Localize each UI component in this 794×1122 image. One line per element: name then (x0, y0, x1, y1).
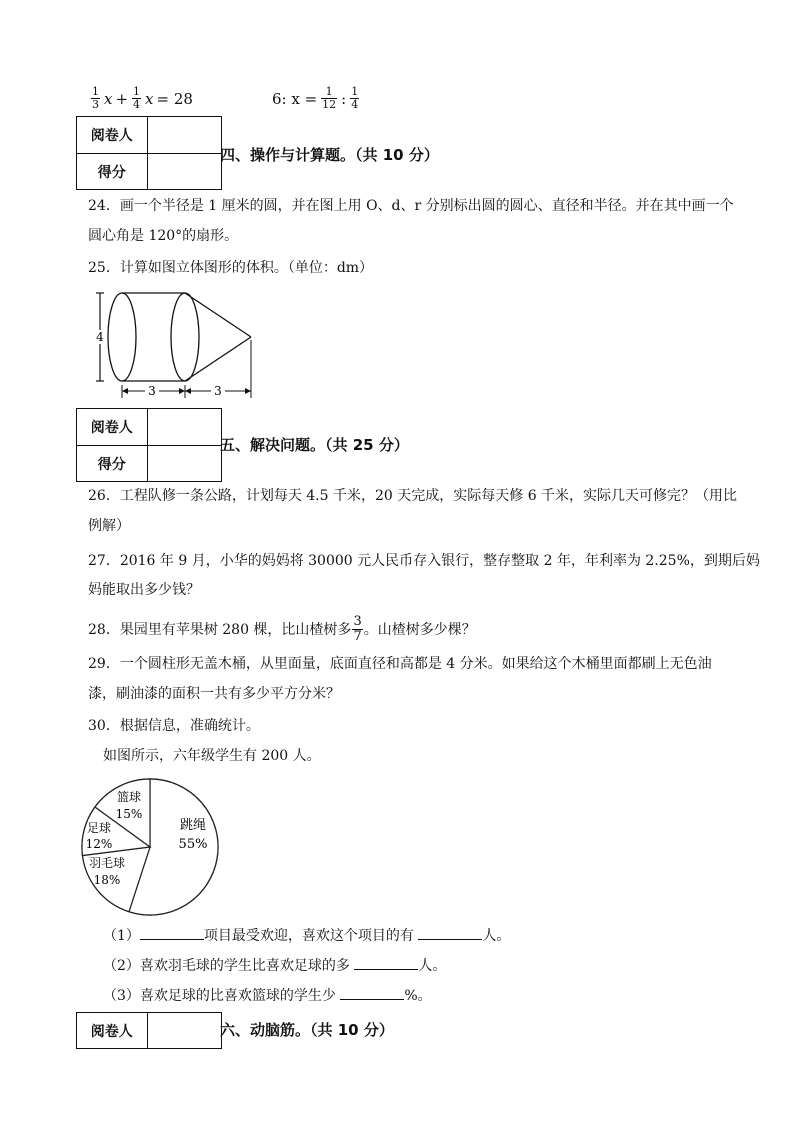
question-27-cont: 妈能取出多少钱？ (88, 582, 200, 598)
slice-pct-badminton: 18% (93, 873, 121, 887)
height-label: 4 (96, 330, 104, 344)
slice-label-football: 足球 (86, 821, 112, 835)
reviewer-field[interactable] (148, 1013, 221, 1048)
cylinder-cone-figure (90, 288, 260, 400)
slice-label-jump-rope: 跳绳 (179, 818, 207, 833)
section-title-4: 四、操作与计算题。（共 10 分） (220, 146, 439, 164)
answer-blank[interactable] (340, 985, 404, 1000)
subquestion-3: （3）喜欢足球的比喜欢篮球的学生少 %。 (103, 985, 432, 1006)
equation-1: $\frac{1}{3}$ x + $\frac{1}{4}$ x = 28 (92, 85, 193, 111)
score-box: 阅卷人 (76, 1012, 222, 1049)
slice-label-badminton: 羽毛球 (88, 856, 126, 870)
slice-label-basketball: 篮球 (116, 790, 142, 804)
reviewer-field[interactable] (148, 409, 221, 445)
length-label-1: 3 (148, 384, 156, 398)
answer-blank[interactable] (354, 955, 418, 970)
section-title-5: 五、解决问题。（共 25 分） (220, 436, 409, 454)
question-26-cont: 例解） (88, 518, 130, 534)
reviewer-field[interactable] (148, 117, 221, 153)
fraction: $\frac{1}{4}$ (351, 85, 359, 111)
question-30: 30．根据信息，准确统计。 (88, 718, 260, 734)
subquestion-1: （1） 项目最受欢迎，喜欢这个项目的有 人。 (103, 925, 510, 946)
answer-blank[interactable] (418, 925, 482, 940)
fraction: $\frac{1}{3}$ (92, 85, 99, 111)
slice-pct-football: 12% (85, 837, 113, 851)
slice-pct-jump-rope: 55% (178, 837, 208, 852)
question-24-cont: 圆心角是 120°的扇形。 (88, 228, 239, 244)
question-30-info: 如图所示，六年级学生有 200 人。 (103, 748, 321, 764)
score-box: 阅卷人 得分 (76, 408, 222, 482)
length-label-2: 3 (214, 384, 222, 398)
answer-blank[interactable] (140, 925, 204, 940)
equation-2: 6: x = $\frac{1}{12}$ : $\frac{1}{4}$ (272, 85, 359, 111)
section-title-6: 六、动脑筋。（共 10 分） (220, 1021, 394, 1039)
question-29: 29．一个圆柱形无盖木桶，从里面量，底面直径和高都是 4 分米。如果给这个木桶里面都刷上无色油 (88, 656, 712, 672)
pie-chart (75, 776, 235, 918)
fraction: $\frac{1}{12}$ (322, 85, 337, 111)
question-29-cont: 漆，刷油漆的面积一共有多少平方分米？ (88, 686, 340, 702)
question-26: 26．工程队修一条公路，计划每天 4.5 千米，20 天完成，实际每天修 6 千米，实际几天可修完？（用比 (88, 488, 738, 504)
score-field[interactable] (148, 154, 221, 189)
question-24: 24．画一个半径是 1 厘米的圆，并在图上用 O、d、r 分别标出圆的圆心、直径和半径。并在其中画一个 (88, 198, 734, 214)
question-27: 27．2016 年 9 月，小华的妈妈将 30000 元人民币存入银行，整存整取 2 年，年利率为 2.25%，到期后妈 (88, 553, 760, 569)
score-box: 阅卷人 得分 (76, 116, 222, 190)
fraction: $\frac{1}{4}$ (133, 85, 141, 111)
question-28: 28．果园里有苹果树 280 棵，比山楂树多 $\frac{3}{7}$ 。山楂树多少棵？ (88, 614, 476, 644)
question-25: 25．计算如图立体图形的体积。（单位：dm） (88, 260, 374, 276)
score-field[interactable] (148, 446, 221, 481)
slice-pct-basketball: 15% (115, 807, 143, 821)
fraction: $\frac{3}{7}$ (353, 614, 362, 644)
subquestion-2: （2）喜欢羽毛球的学生比喜欢足球的多 人。 (103, 955, 446, 976)
